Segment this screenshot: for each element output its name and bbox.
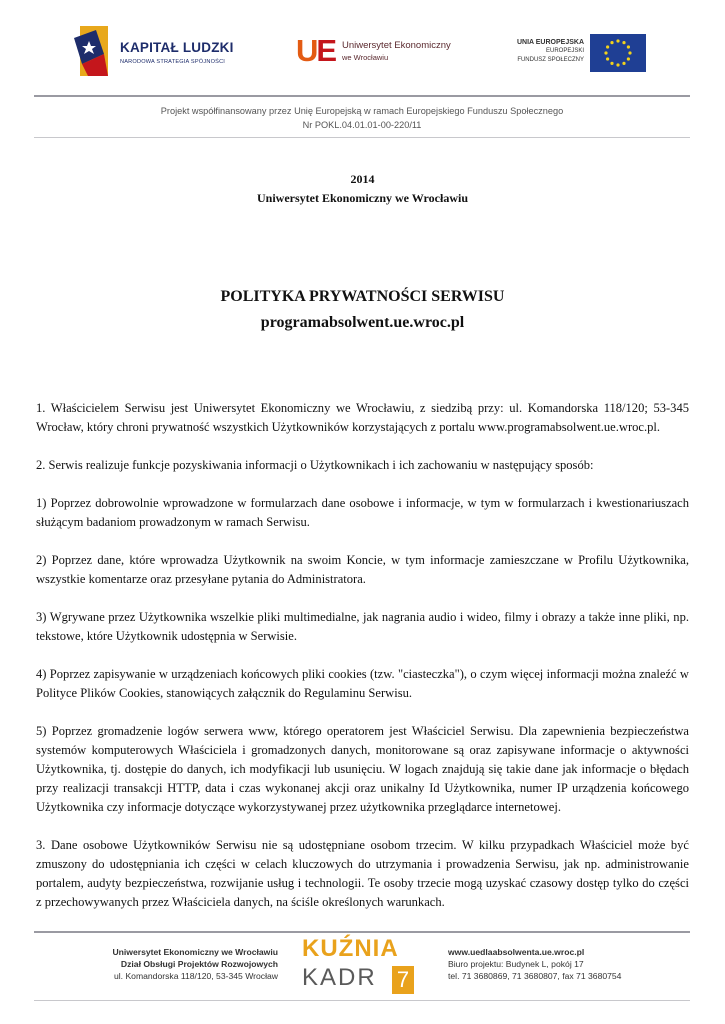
document-university: Uniwersytet Ekonomiczny we Wrocławiu xyxy=(257,191,468,205)
footer-university: Uniwersytet Ekonomiczny we Wrocławiu xyxy=(112,947,278,957)
footer-divider xyxy=(34,931,690,933)
document-year: 2014 xyxy=(350,172,375,186)
kapital-ludzki-logo xyxy=(74,24,244,80)
policy-paragraph-3: 3. Dane osobowe Użytkowników Serwisu nie są udostępniane osobom trzecim. W kilku przypadkach Właściciel może być zmuszony do udostępniania ich części w celach kluczowych do utrzymania i prowadzenia Serwisu, jak np. administrowanie portalem, audyty bezpieczeństwa, rozwijanie usług i technologii. Te osoby trzecie mogą uzyskać czasowy dostęp tylko do części z przechowywanych przez Właściciela danych, na ściśle określonych warunkach. xyxy=(36,838,689,909)
footer-website: www.uedlaabsolwenta.ue.wroc.pl xyxy=(448,947,585,957)
funding-line-2: Nr POKL.04.01.01-00-220/11 xyxy=(302,120,422,130)
policy-paragraph-2-intro: 2. Serwis realizuje funkcje pozyskiwania informacji o Użytkownikach i ich zachowaniu w następujący sposób: xyxy=(36,458,594,472)
footer-street: ul. Komandorska 118/120, 53-345 Wrocław xyxy=(113,971,278,981)
policy-list-item: 4) Poprzez zapisywanie w urządzeniach końcowych pliki cookies (tzw. "ciasteczka"), o czym więcej informacji można znaleźć w Polityce Plików Cookies, stanowiących załącznik do Regulaminu Serwisu. xyxy=(36,667,689,700)
header-divider-secondary xyxy=(34,137,690,138)
header-divider xyxy=(34,95,690,97)
kuznia-logo-number: 7 xyxy=(392,966,414,994)
ue-logo-name: Uniwersytet Ekonomiczny xyxy=(342,40,451,51)
page-title: POLITYKA PRYWATNOŚCI SERWISU xyxy=(220,288,505,305)
policy-paragraph-2 xyxy=(36,456,689,817)
footer-contact xyxy=(448,946,688,982)
policy-paragraph-1: 1. Właścicielem Serwisu jest Uniwersytet Ekonomiczny we Wrocławiu, z siedzibą przy: ul. Komandorska 118/120; 53-345 Wrocław, który chroni prywatność wszystkich Użytkowników korzystających z portalu www.programabsolwent.ue.wroc.pl. xyxy=(36,401,689,434)
ue-logo-city: we Wrocławiu xyxy=(342,53,389,62)
policy-body xyxy=(36,399,689,931)
kuznia-logo-top: KUŹNIA xyxy=(302,935,399,962)
footer-department: Dział Obsługi Projektów Rozwojowych xyxy=(120,959,278,969)
eu-logo-text: UNIA EUROPEJSKA EUROPEJSKI FUNDUSZ SPOŁECZNY xyxy=(516,39,584,63)
kapital-ludzki-title: KAPITAŁ LUDZKI xyxy=(120,40,234,55)
eu-social-fund-logo xyxy=(496,34,646,74)
funding-notice xyxy=(34,104,690,132)
kuznia-logo-bottom: KADR xyxy=(302,964,377,991)
eu-flag-icon xyxy=(590,34,646,72)
footer-divider-secondary xyxy=(34,1000,690,1001)
funding-line-1: Projekt współfinansowany przez Unię Europejską w ramach Europejskiego Funduszu Społecznego xyxy=(160,106,564,116)
ue-monogram: UE xyxy=(296,33,336,68)
kapital-ludzki-emblem-icon xyxy=(74,24,112,78)
kuznia-kadr-logo xyxy=(300,935,430,997)
footer-phone: tel. 71 3680869, 71 3680807, fax 71 3680754 xyxy=(448,971,622,981)
policy-list-item: 2) Poprzez dane, które wprowadza Użytkownik na swoim Koncie, w tym informacje zamieszczane w Profilu Użytkownika, wszystkie komentarze oraz przesyłane pytania do Administratora. xyxy=(36,553,689,586)
footer-address xyxy=(40,946,278,982)
policy-list-item: 1) Poprzez dobrowolnie wprowadzone w formularzach dane osobowe i informacje, w tym w formularzach i kwestionariuszach służącym badaniom prowadzonym w ramach Serwisu. xyxy=(36,496,689,529)
footer-office: Biuro projektu: Budynek L, pokój 17 xyxy=(448,959,584,969)
policy-list-item: 3) Wgrywane przez Użytkownika wszelkie pliki multimedialne, jak nagrania audio i wideo, filmy i obrazy a także inne pliki, np. tekstowe, które Użytkownik udostępnia w Serwisie. xyxy=(36,610,689,643)
policy-list-item: 5) Poprzez gromadzenie logów serwera www, którego operatorem jest Właściciel Serwisu. Dla zapewnienia bezpieczeństwa systemów komputerowych Właściciela i gromadzonych danych, monitorowane są oraz zapisywane informacje o aktywności Użytkownika, tj. dostępie do danych, ich modyfikacji lub usunięciu. W logach znajdują się takie dane jak informacje o błędach przy realizacji transakcji HTTP, data i czas wykonanej akcji oraz unikalny Id Użytkownika, numer IP urządzenia końcowego Użytkownika czy informacje dotyczące wykorzystywanej przez użytkownika przeglądarce internetowej. xyxy=(36,724,689,814)
page-subtitle: programabsolwent.ue.wroc.pl xyxy=(260,314,465,331)
kapital-ludzki-subtitle: NARODOWA STRATEGIA SPÓJNOŚCI xyxy=(120,59,226,65)
ue-wroclaw-logo xyxy=(296,34,466,74)
